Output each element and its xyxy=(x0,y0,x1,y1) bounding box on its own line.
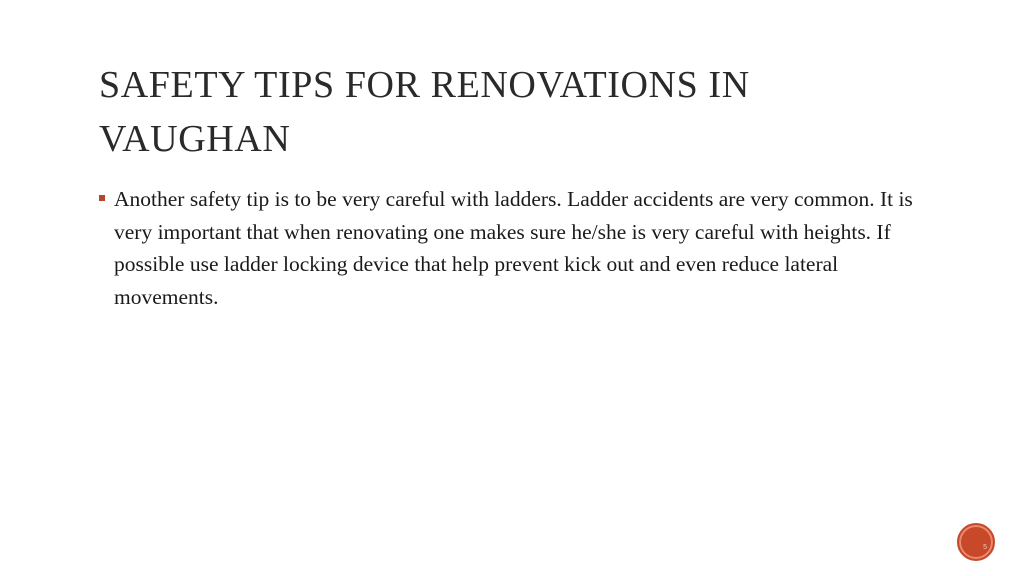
page-number: 5 xyxy=(983,544,987,551)
bullet-text: Another safety tip is to be very careful with ladders. Ladder accidents are very common. It is very important that when renovating one makes sure he/she is very careful with heights. If possible use ladder locking device that help prevent kick out and even reduce lateral movements. xyxy=(114,187,913,310)
square-bullet-icon xyxy=(99,195,105,201)
slide-title: SAFETY TIPS FOR RENOVATIONS IN VAUGHAN xyxy=(99,64,750,160)
bullet-list xyxy=(98,183,928,314)
bullet-item xyxy=(98,183,928,314)
page-number-badge xyxy=(957,523,995,561)
